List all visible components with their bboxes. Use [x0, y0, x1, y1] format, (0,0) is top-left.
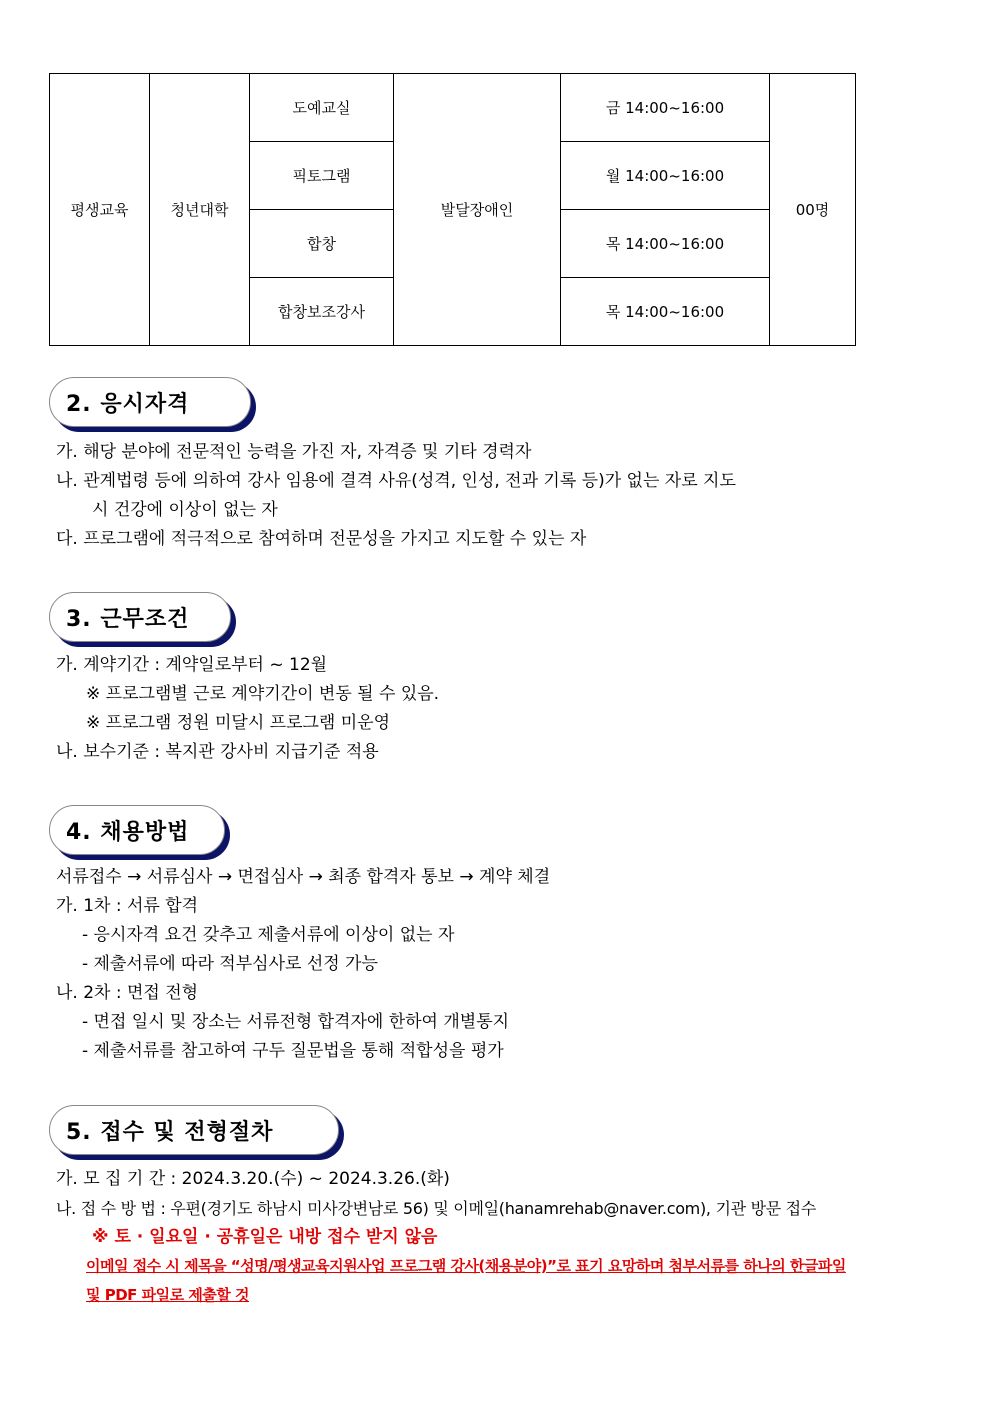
- section-3-heading: 3. 근무조건: [49, 592, 231, 642]
- subject-cell: 픽토그램: [250, 142, 394, 210]
- stage-line: 가. 1차 : 서류 합격: [56, 896, 199, 916]
- qualification-line: 시 건강에 이상이 없는 자: [92, 500, 278, 520]
- weekend-notice: ※ 토 · 일요일 · 공휴일은 내방 접수 받지 않음: [92, 1227, 438, 1247]
- condition-line: 가. 계약기간 : 계약일로부터 ~ 12월: [56, 655, 328, 675]
- schedule-cell: 목 14:00~16:00: [561, 210, 770, 278]
- stage-detail: - 면접 일시 및 장소는 서류전형 합격자에 한하여 개별통지: [82, 1012, 510, 1032]
- target-cell: 발달장애인: [394, 74, 561, 346]
- process-flow: 서류접수 → 서류심사 → 면접심사 → 최종 합격자 통보 → 계약 체결: [56, 867, 551, 887]
- recruit-period: 가. 모 집 기 간 : 2024.3.20.(수) ~ 2024.3.26.(화): [56, 1169, 450, 1189]
- schedule-cell: 월 14:00~16:00: [561, 142, 770, 210]
- subject-cell: 도예교실: [250, 74, 394, 142]
- program-table: [49, 73, 856, 346]
- section-5-heading: 5. 접수 및 전형절차: [49, 1105, 339, 1155]
- condition-note: ※ 프로그램별 근로 계약기간이 변동 될 수 있음.: [86, 684, 440, 704]
- section-2-heading: 2. 응시자격: [49, 377, 251, 427]
- email-instruction-cont: 및 PDF 파일로 제출할 것: [86, 1286, 250, 1304]
- schedule-cell: 금 14:00~16:00: [561, 74, 770, 142]
- schedule-cell: 목 14:00~16:00: [561, 278, 770, 346]
- stage-line: 나. 2차 : 면접 전형: [56, 983, 199, 1003]
- program-cell: 청년대학: [150, 74, 250, 346]
- qualification-line: 나. 관계법령 등에 의하여 강사 임용에 결격 사유(성격, 인성, 전과 기록 등)가 없는 자로 지도: [56, 471, 736, 491]
- section-2-body: [56, 438, 916, 554]
- subject-cell: 합창보조강사: [250, 278, 394, 346]
- section-5-body: [56, 1165, 916, 1310]
- section-4-heading: 4. 채용방법: [49, 805, 225, 855]
- stage-detail: - 제출서류를 참고하여 구두 질문법을 통해 적합성을 평가: [82, 1041, 504, 1061]
- email-instruction: 이메일 접수 시 제목을 “성명/평생교육지원사업 프로그램 강사(채용분야)”로 표기 요망하며 첨부서류를 하나의 한글파일: [86, 1257, 846, 1275]
- headcount-cell: 00명: [770, 74, 856, 346]
- section-3-body: [56, 651, 916, 767]
- condition-note: ※ 프로그램 정원 미달시 프로그램 미운영: [86, 713, 391, 733]
- submission-method: 나. 접 수 방 법 : 우편(경기도 하남시 미사강변남로 56) 및 이메일(hanamrehab@naver.com), 기관 방문 접수: [56, 1199, 816, 1218]
- qualification-line: 다. 프로그램에 적극적으로 참여하며 전문성을 가지고 지도할 수 있는 자: [56, 529, 587, 549]
- condition-line: 나. 보수기준 : 복지관 강사비 지급기준 적용: [56, 742, 379, 762]
- stage-detail: - 응시자격 요건 갖추고 제출서류에 이상이 없는 자: [82, 925, 455, 945]
- category-cell: 평생교육: [50, 74, 150, 346]
- subject-cell: 합창: [250, 210, 394, 278]
- section-4-body: [56, 863, 916, 1066]
- qualification-line: 가. 해당 분야에 전문적인 능력을 가진 자, 자격증 및 기타 경력자: [56, 442, 532, 462]
- stage-detail: - 제출서류에 따라 적부심사로 선정 가능: [82, 954, 378, 974]
